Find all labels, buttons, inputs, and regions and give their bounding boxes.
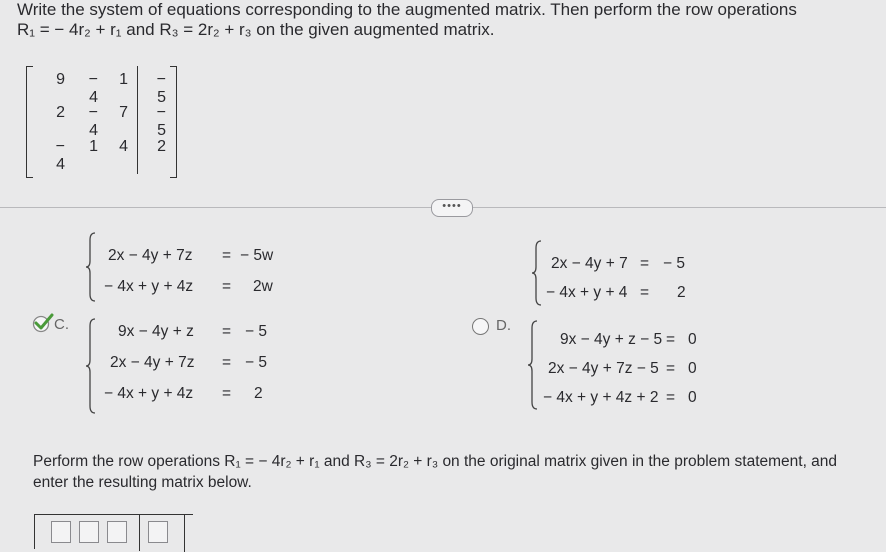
eq-rhs: 0 bbox=[688, 331, 697, 348]
answer-augment-line bbox=[139, 514, 140, 551]
eq-rhs: − 5 bbox=[245, 354, 267, 371]
option-d-radio[interactable] bbox=[472, 318, 489, 335]
matrix-right-bracket bbox=[170, 66, 177, 178]
answer-input[interactable] bbox=[79, 521, 99, 543]
matrix-cell: 9 bbox=[56, 71, 65, 88]
matrix-cell: − 4 bbox=[55, 138, 65, 173]
matrix-cell: − 5 bbox=[156, 104, 166, 139]
matrix-cell: 4 bbox=[119, 138, 128, 155]
eq-op: = bbox=[222, 385, 232, 402]
option-d-label: D. bbox=[496, 317, 511, 334]
brace-icon bbox=[532, 240, 542, 306]
eq-lhs: − 4x + y + 4z + 2 bbox=[543, 389, 659, 406]
eq-op: = bbox=[222, 278, 232, 295]
matrix-left-bracket bbox=[26, 66, 33, 178]
matrix-cell: − 5 bbox=[156, 71, 166, 106]
eq-op: = bbox=[666, 331, 676, 348]
eq-rhs: − 5 bbox=[663, 255, 685, 272]
more-button[interactable]: •••• bbox=[431, 199, 473, 217]
eq-lhs: − 4x + y + 4z bbox=[104, 385, 194, 402]
eq-rhs: 0 bbox=[688, 389, 697, 406]
eq-rhs: − 5 bbox=[245, 323, 267, 340]
eq-lhs: 9x − 4y + z bbox=[118, 323, 194, 340]
eq-op: = bbox=[640, 255, 650, 272]
question-line-1: Write the system of equations corresponding to the augmented matrix. Then perform the row operations bbox=[17, 0, 797, 19]
eq-op: = bbox=[666, 389, 676, 406]
eq-rhs: − 5w bbox=[240, 247, 274, 264]
brace-icon bbox=[86, 318, 96, 414]
eq-lhs: 2x − 4y + 7z bbox=[110, 354, 195, 371]
eq-lhs: 2x − 4y + 7z − 5 bbox=[548, 360, 659, 377]
eq-lhs: 2x − 4y + 7z bbox=[108, 247, 193, 264]
checkmark-icon bbox=[32, 313, 54, 338]
answer-input[interactable] bbox=[107, 521, 127, 543]
eq-op: = bbox=[222, 354, 232, 371]
instruction-line-2: enter the resulting matrix below. bbox=[33, 474, 252, 491]
matrix-augment-line bbox=[137, 66, 138, 174]
eq-rhs: 2 bbox=[677, 284, 686, 301]
brace-icon bbox=[528, 320, 538, 410]
eq-lhs: 2x − 4y + 7 bbox=[551, 255, 628, 272]
eq-lhs: 9x − 4y + z − 5 bbox=[560, 331, 663, 348]
eq-op: = bbox=[666, 360, 676, 377]
matrix-cell: 2 bbox=[56, 104, 65, 121]
eq-op: = bbox=[640, 284, 650, 301]
matrix-cell: 1 bbox=[89, 138, 98, 155]
matrix-cell: 1 bbox=[119, 71, 128, 88]
brace-icon bbox=[86, 232, 96, 302]
eq-rhs: 0 bbox=[688, 360, 697, 377]
eq-rhs: 2 bbox=[254, 385, 263, 402]
eq-op: = bbox=[222, 323, 232, 340]
option-c-label: C. bbox=[54, 316, 69, 333]
matrix-cell: 7 bbox=[119, 104, 128, 121]
eq-op: = bbox=[222, 247, 232, 264]
answer-input[interactable] bbox=[148, 521, 168, 543]
instruction-line-1: Perform the row operations R₁ = − 4r₂ + r₁ and R₃ = 2r₂ + r₃ on the original matrix given in the problem statement, and bbox=[33, 453, 838, 470]
matrix-cell: 2 bbox=[157, 138, 166, 155]
matrix-cell: − 4 bbox=[88, 71, 98, 106]
question-line-2: R₁ = − 4r₂ + r₁ and R₃ = 2r₂ + r₃ on the given augmented matrix. bbox=[17, 20, 495, 39]
answer-input[interactable] bbox=[51, 521, 71, 543]
matrix-cell: − 4 bbox=[88, 104, 98, 139]
eq-lhs: − 4x + y + 4z bbox=[104, 278, 194, 295]
eq-lhs: − 4x + y + 4 bbox=[546, 284, 628, 301]
answer-right-bracket bbox=[178, 514, 185, 552]
eq-rhs: 2w bbox=[253, 278, 273, 295]
